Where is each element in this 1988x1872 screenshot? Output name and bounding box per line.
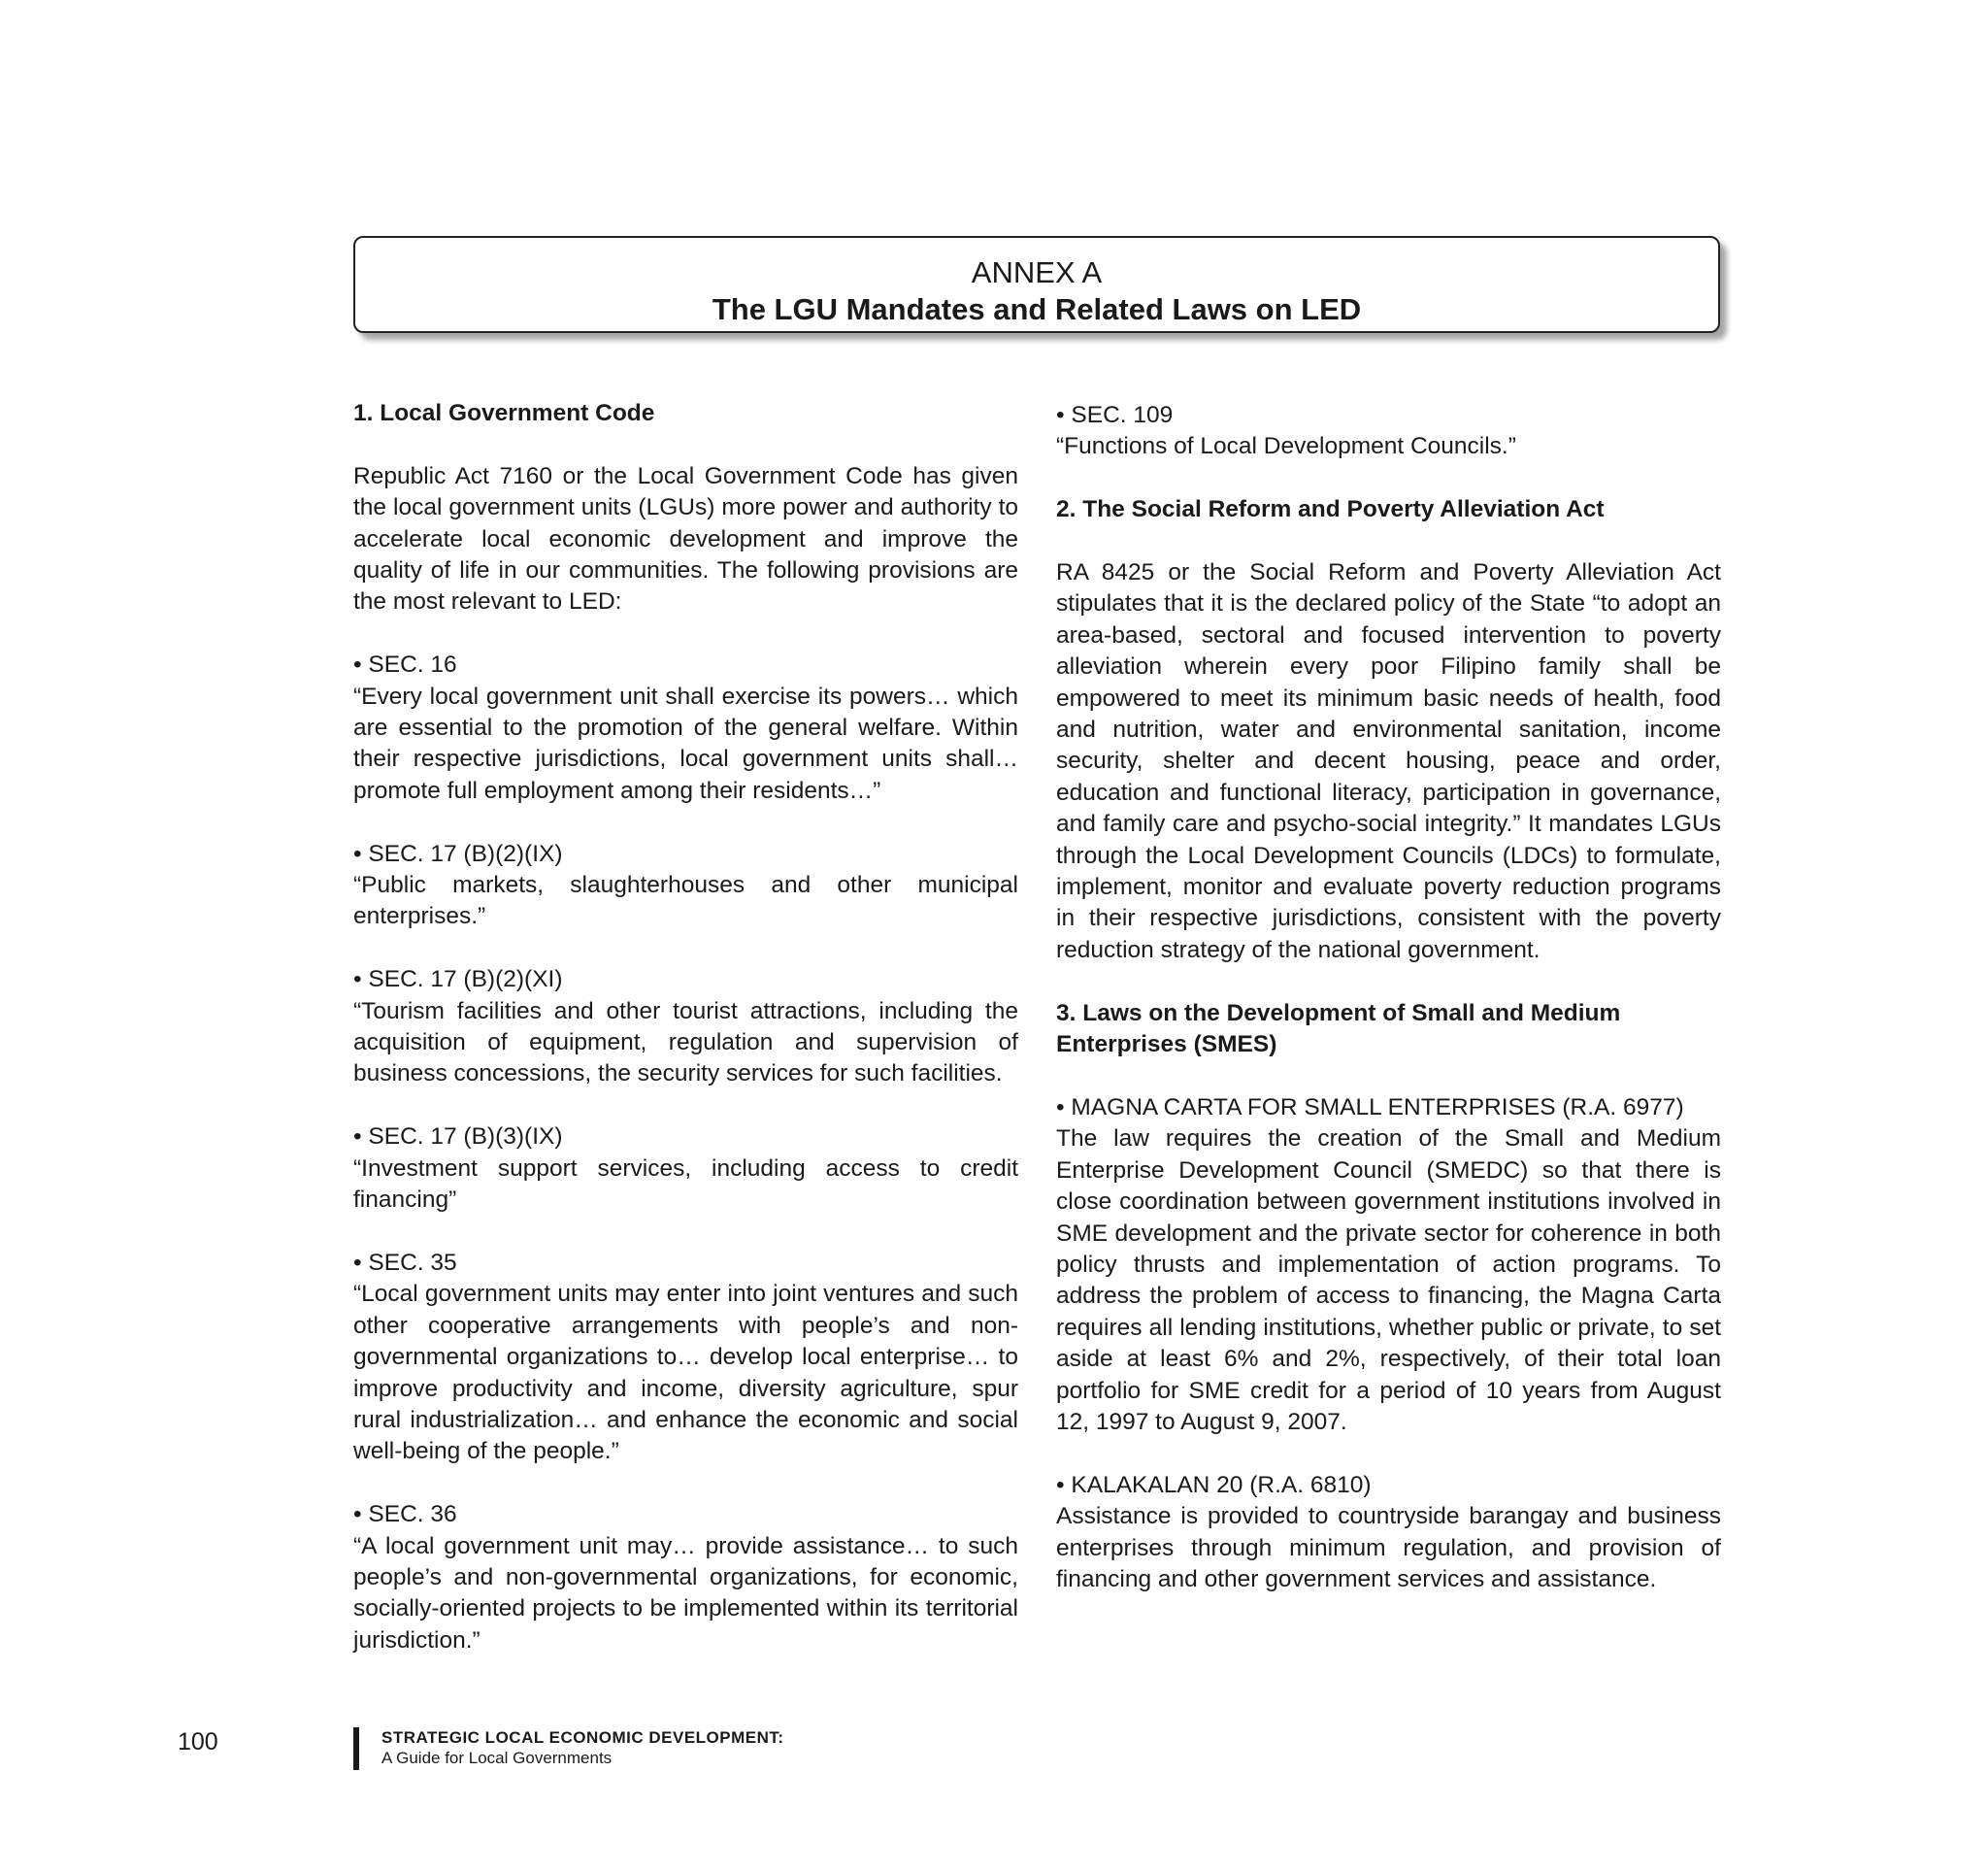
- provision-text: “Functions of Local Development Councils.”: [1056, 433, 1516, 460]
- provision-label: • MAGNA CARTA FOR SMALL ENTERPRISES (R.A. 6977): [1056, 1093, 1684, 1120]
- provision-label: • KALAKALAN 20 (R.A. 6810): [1056, 1471, 1372, 1498]
- provision-text: Assistance is provided to countryside barangay and business enterprises through minimum regulation, and provision of financing and other government services and assistance.: [1056, 1503, 1721, 1592]
- provision: [353, 650, 1018, 807]
- provision-label: • SEC. 109: [1056, 402, 1174, 428]
- annex-title: The LGU Mandates and Related Laws on LED: [712, 292, 1362, 326]
- section-heading: 3. Laws on the Development of Small and Medium Enterprises (SMES): [1056, 999, 1621, 1058]
- provision: [1056, 1092, 1721, 1438]
- provision-label: • SEC. 16: [353, 652, 457, 679]
- section-paragraph: RA 8425 or the Social Reform and Poverty Alleviation Act stipulates that it is the declared policy of the State “to adopt an area-based, sectoral and focused intervention to poverty alleviation wherein every poor Filipino family shall be empowered to meet its minimum basic needs of health, food and nutrition, water and environmental sanitation, income security, shelter and decent housing, peace and order, education and functional literacy, participation in governance, and family care and psycho-social integrity.” It mandates LGUs through the Local Development Councils (LDCs) to formulate, implement, monitor and evaluate poverty reduction programs in their respective jurisdictions, consistent with the poverty reduction strategy of the national government.: [1056, 559, 1721, 963]
- right-column: [1056, 400, 1721, 1627]
- provision: [353, 964, 1018, 1090]
- provision-label: • SEC. 17 (B)(2)(IX): [353, 840, 563, 867]
- provision-text: “Investment support services, including access to credit financing”: [353, 1154, 1018, 1214]
- footer-divider: [353, 1727, 359, 1770]
- provision: [353, 839, 1018, 933]
- provision: [353, 1121, 1018, 1216]
- section-heading: 2. The Social Reform and Poverty Alleviation Act: [1056, 496, 1605, 523]
- annex-title-box: [353, 236, 1720, 333]
- provision-text: “Every local government unit shall exercise its powers… which are essential to the promotion of the general welfare. Within their respective jurisdictions, local government units shall… promote full employment among their residents…”: [353, 683, 1018, 804]
- provision-text: “Public markets, slaughterhouses and other municipal enterprises.”: [353, 872, 1018, 930]
- provision: [1056, 1470, 1721, 1596]
- footer-book-subtitle: A Guide for Local Governments: [381, 1749, 613, 1767]
- annex-label: ANNEX A: [971, 255, 1103, 289]
- provision-label: • SEC. 17 (B)(2)(XI): [353, 966, 563, 993]
- provision: [1056, 400, 1721, 463]
- provision-label: • SEC. 17 (B)(3)(IX): [353, 1123, 563, 1151]
- section-heading: 1. Local Government Code: [353, 400, 655, 426]
- footer-book-title: STRATEGIC LOCAL ECONOMIC DEVELOPMENT:: [381, 1728, 784, 1747]
- provision-text: “Local government units may enter into joint ventures and such other cooperative arrangements with people’s and non-governmental organizations to… develop local enterprise… to improve productivity and income, diversity agriculture, spur rural industrialization… and enhance the economic and social well-being of the people.”: [353, 1281, 1018, 1465]
- provision-text: The law requires the creation of the Small and Medium Enterprise Development Council (SMEDC) so that there is close coordination between government institutions involved in SME development and the private sector for coherence in both policy thrusts and implementation of action programs. To address the problem of access to financing, the Magna Carta requires all lending institutions, whether public or private, to set aside at least 6% and 2%, respectively, of their total loan portfolio for SME credit for a period of 10 years from August 12, 1997 to August 9, 2007.: [1056, 1125, 1721, 1435]
- provision-label: • SEC. 36: [353, 1501, 457, 1528]
- provision-text: “Tourism facilities and other tourist attractions, including the acquisition of equipment, regulation and supervision of business concessions, the security services for such facilities.: [353, 997, 1018, 1087]
- provision: [353, 1248, 1018, 1468]
- section-paragraph: Republic Act 7160 or the Local Government Code has given the local government units (LGUs) more power and authority to accelerate local economic development and improve the quality of life in our communities. The following provisions are the most relevant to LED:: [353, 462, 1018, 616]
- page-number: 100: [178, 1728, 218, 1755]
- provision-text: “A local government unit may… provide assistance… to such people’s and non-governmental organizations, for economic, socially-oriented projects to be implemented within its territorial jurisdiction.”: [353, 1532, 1018, 1654]
- left-column: [353, 398, 1018, 1688]
- provision: [353, 1499, 1018, 1656]
- provision-label: • SEC. 35: [353, 1249, 457, 1276]
